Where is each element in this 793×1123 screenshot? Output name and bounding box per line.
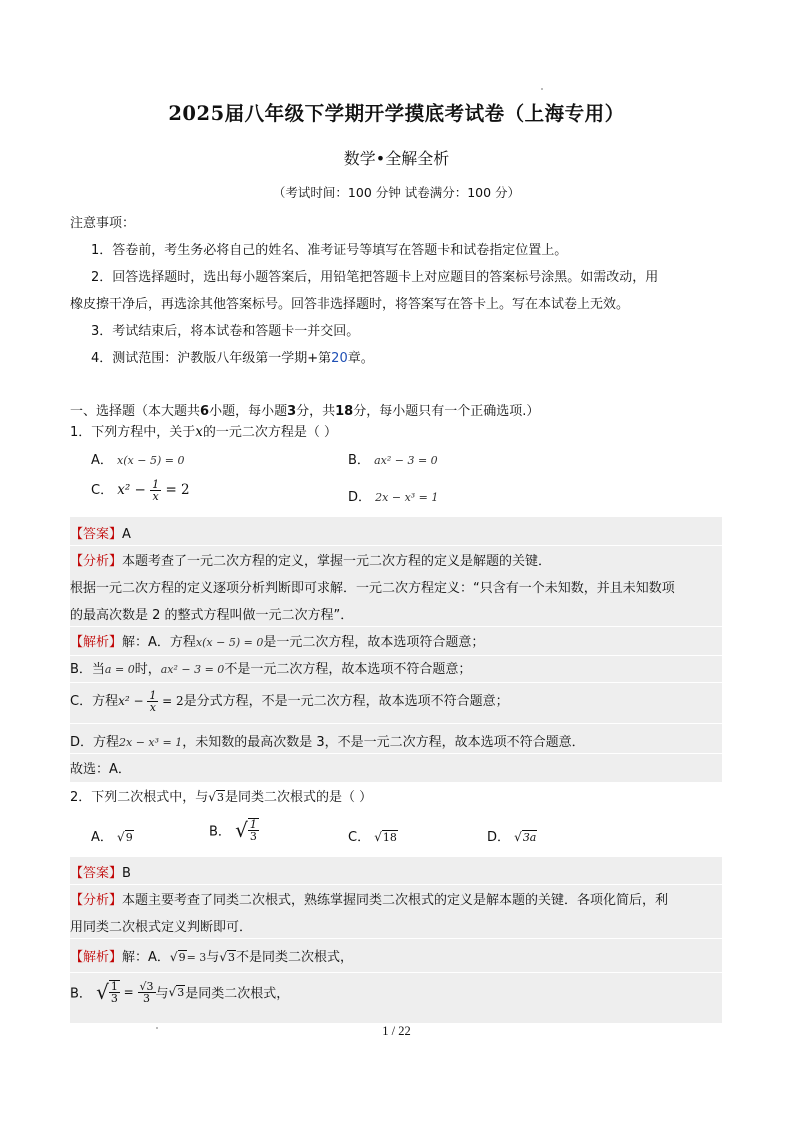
q2-option-b-label: B． [209,824,231,840]
q1-sol-b-eq: ax² − 3 = 0 [160,663,225,676]
q2-option-c-label: C． [348,830,371,845]
q1-solution-d [70,731,585,750]
section-heading-a: 一、选择题（本大题共 [70,404,201,419]
q2-option-d-root: 3a [522,831,537,844]
q1-conclusion: 故选：A． [70,762,131,777]
divider [70,938,722,939]
q1-sol-d-prefix: D．方程 [70,735,120,750]
q2-sol-a-eq: = 3 [186,951,207,964]
q1-option-b [348,449,438,468]
notes-item-3: 3．考试结束后，将本试卷和答题卡一并交回。 [91,324,360,339]
q2-analysis [70,889,668,908]
divider [70,753,722,754]
q1-analysis-line-2: 根据一元二次方程的定义逐项分析判断即可求解．一元二次方程定义：“只含有一个未知数，并且未知数项 [70,581,675,596]
q1-answer-value: A [122,527,131,542]
q2-option-c: C． √18 [348,830,397,845]
q1-analysis [70,550,551,569]
q1-sol-c-suffix: 是分式方程，不是一元二次方程，故本选项不符合题意； [183,694,509,709]
q2-sol-b-mid: 与 [155,986,169,1002]
q1-answer [70,523,131,542]
q1-analysis-tag: 【分析】 [70,554,123,569]
q2-solution-tag: 【解析】 [70,950,123,965]
divider [70,626,722,627]
q2-answer-tag: 【答案】 [70,866,123,881]
q1-analysis-1: 本题考查了一元二次方程的定义，掌握一元二次方程的定义是解题的关键． [122,554,552,569]
section-each: 3 [287,404,297,419]
q1-option-a-label: A． [91,453,113,468]
q1-option-c-label: C． [91,483,114,498]
q1-option-a-eq: x(x − 5) = 0 [117,454,185,467]
q2-option-a-label: A． [91,830,113,845]
q2-option-a: A． √9 [91,830,133,845]
q1-option-c: C． x² − $\frac{1}{x}$ = 2 [91,478,190,503]
q1-solution-a [70,631,484,650]
q1-solution-c: C．方程x² − $\frac{1}{x}$ = 2是分式方程，不是一元二次方程，故本选项不符合题意； [70,689,509,714]
q2-option-d-label: D． [487,830,511,845]
q1-option-a [91,449,184,468]
notes-item-4-num: 20 [331,351,348,366]
q1-analysis-line-3: 的最高次数是 2 的整式方程叫做一元二次方程”． [70,608,354,623]
q2-stem: 2．下列二次根式中，与√3是同类二次根式的是（ ） [70,790,373,805]
q1-sol-b-cond: a = 0 [104,663,135,676]
q2-stem-root: 3 [216,791,224,804]
divider [70,972,722,973]
notes-item-2: 2．回答选择题时，选出每小题答案后，用铅笔把答题卡上对应题目的答案标号涂黑。如需改动，用 [91,270,659,285]
q1-sol-c-prefix: C．方程 [70,694,119,709]
q1-stem-b: 的一元二次方程是（ ） [202,425,338,440]
page-title: 2025届八年级下学期开学摸底考试卷（上海专用） [168,102,625,125]
q1-option-d-eq: 2x − x³ = 1 [375,491,439,504]
q1-answer-tag: 【答案】 [70,527,123,542]
section-heading-c: 分，共 [296,404,336,419]
q2-sol-b-suffix: 是同类二次根式， [185,986,290,1002]
q1-sol-a-prefix: 解：A．方程 [122,635,196,650]
q2-option-b: B． √ $\frac{1}{3}$ [209,818,257,843]
q2-solution-a: 【解析】解：A．√9= 3与√3不是同类二次根式， [70,950,353,965]
q1-option-d-label: D． [348,490,372,505]
page-number: 1 / 22 [382,1024,411,1038]
section-heading-b: 小题，每小题 [209,404,288,419]
q1-option-b-eq: ax² − 3 = 0 [374,454,438,467]
q2-analysis-tag: 【分析】 [70,893,123,908]
divider [70,545,722,546]
section-heading-d: 分，每小题只有一个正确选项.） [353,404,540,419]
exam-info: （考试时间：100 分钟 试卷满分：100 分） [272,185,521,200]
q2-answer [70,862,131,881]
q1-stem-a: 1．下列方程中，关于 [70,425,196,440]
notes-item-2-cont: 橡皮擦干净后，再选涂其他答案标号。回答非选择题时，将答案写在答卡上。写在本试卷上无效。 [70,297,630,312]
q2-solution-b: B． √ $\frac{1}{3}$ = $\frac{√3}{3}$ 与√3是同类二次根式， [70,979,290,1005]
q2-stem-a: 2．下列二次根式中，与 [70,790,209,805]
q1-sol-b-mid: 时， [134,662,161,677]
q1-sol-a-suffix: 是一元二次方程，故本选项符合题意； [263,635,485,650]
notes-item-4-prefix: 4．测试范围：沪教版八年级第一学期+第 [91,351,332,366]
q2-sol-a-prefix: 解：A． [122,950,170,965]
q2-analysis-1: 本题主要考查了同类二次根式，熟练掌握同类二次根式的定义是解本题的关键．各项化简后，利 [122,893,669,908]
page-subtitle: 数学•全解全析 [343,149,450,168]
section-heading [70,400,539,419]
q1-sol-a-eq: x(x − 5) = 0 [195,636,264,649]
q2-option-c-root: 18 [382,831,397,844]
q2-answer-value: B [122,866,131,881]
scan-speck [541,88,543,90]
divider [70,655,722,656]
q2-sol-a-mid: 与 [206,950,220,965]
q1-solution-tag: 【解析】 [70,635,123,650]
q2-option-a-root: 9 [125,831,133,844]
section-count: 6 [200,404,210,419]
q1-var: x [195,424,203,440]
q1-solution-b [70,658,471,677]
notes-item-4 [91,347,374,366]
divider [70,682,722,683]
divider [70,884,722,885]
q2-option-d: D． √3a [487,830,537,845]
q1-sol-d-suffix: ，未知数的最高次数是 3，不是一元二次方程，故本选项不符合题意． [182,735,585,750]
section-total: 18 [335,404,354,419]
q2-sol-b-prefix: B． [70,986,92,1002]
q1-sol-d-eq: 2x − x³ = 1 [119,736,183,749]
q1-option-b-label: B． [348,453,370,468]
q2-sol-a-suffix: 不是同类二次根式， [235,950,353,965]
q2-analysis-line-2: 用同类二次根式定义判断即可． [70,920,253,935]
q1-sol-b-prefix: B．当 [70,662,105,677]
notes-heading: 注意事项： [70,216,136,231]
q1-stem [70,421,337,440]
divider [70,723,722,724]
q1-sol-b-suffix: 不是一元二次方程，故本选项不符合题意； [224,662,472,677]
q2-stem-b: 是同类二次根式的是（ ） [224,790,373,805]
notes-item-1: 1．答卷前，考生务必将自己的姓名、准考证号等填写在答题卡和试卷指定位置上。 [91,243,568,258]
notes-item-4-suffix: 章。 [347,351,374,366]
q1-option-d [348,486,438,505]
